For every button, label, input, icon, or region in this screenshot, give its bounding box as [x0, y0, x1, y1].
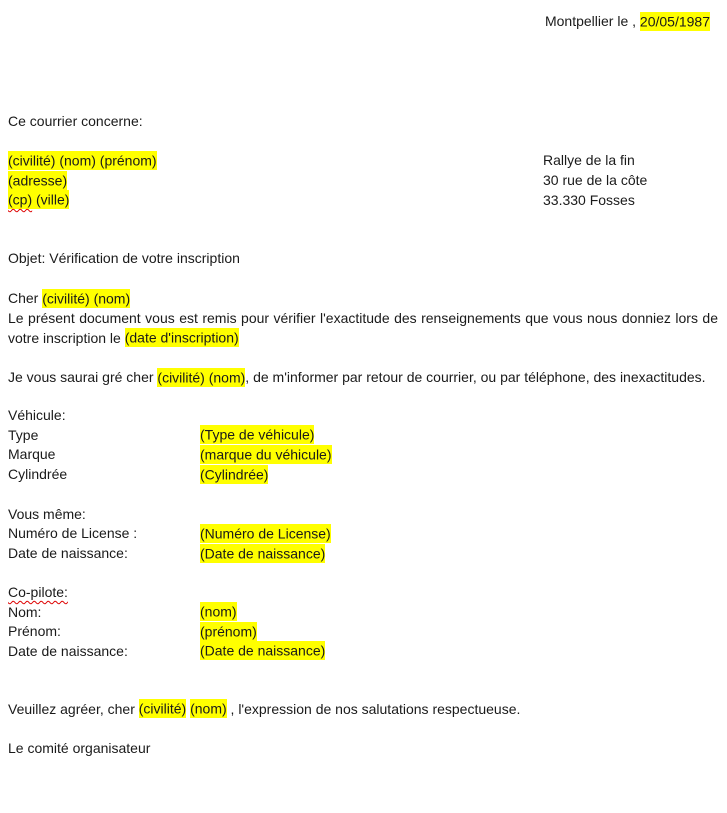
- closing-suffix: , l'expression de nos salutations respectueuse.: [226, 700, 521, 717]
- copilot-row-naissance: [8, 642, 718, 662]
- closing-prefix: Veuillez agréer, cher: [8, 700, 139, 717]
- merge-field-cp: (cp): [8, 191, 33, 208]
- paragraph-suffix: , de m'informer par retour de courrier, ou par téléphone, des inexactitudes.: [245, 369, 706, 386]
- merge-field-civilite-nom: (civilité) (nom): [157, 369, 246, 386]
- merge-field-adresse: (adresse): [8, 172, 68, 189]
- merge-field-civilite-nom-prenom: (civilité) (nom) (prénom): [8, 152, 157, 169]
- row-label: Numéro de License :: [8, 525, 138, 542]
- merge-field-prenom: (prénom): [200, 623, 257, 640]
- copilot-section-title: [8, 583, 718, 603]
- merge-field-date-inscription: (date d'inscription): [124, 329, 239, 346]
- sender-line: 33.330 Fosses: [543, 191, 635, 208]
- address-section: [8, 151, 718, 211]
- row-label: Date de naissance:: [8, 642, 128, 659]
- salutation-prefix: Cher: [8, 290, 43, 307]
- merge-field-date: 20/05/1987: [639, 13, 710, 29]
- date-place-prefix: Montpellier le ,: [544, 13, 640, 29]
- pilot-section-title: Vous même:: [8, 505, 86, 522]
- sender-block: [543, 151, 647, 210]
- sender-line: 30 rue de la côte: [543, 172, 648, 189]
- row-label: Nom:: [8, 603, 42, 620]
- row-label: Type: [8, 426, 39, 443]
- vehicle-section-title: Véhicule:: [8, 406, 66, 423]
- sender-line: Rallye de la fin: [543, 152, 635, 169]
- vehicle-row-cylindree: [8, 465, 718, 485]
- merge-field-date-naissance: (Date de naissance): [200, 642, 326, 659]
- signature-line: Le comité organisateur: [8, 740, 151, 757]
- vehicle-row-marque: [8, 445, 718, 465]
- subject-line: Objet: Vérification de votre inscription: [8, 250, 240, 267]
- paragraph-verification: [8, 309, 718, 348]
- paragraph-text: Le présent document vous est remis pour vérifier l'exactitude des renseignements que vous nous donniez lors de votre inscription le: [8, 309, 718, 346]
- copilot-section: [8, 583, 718, 662]
- merge-field-marque-vehicule: (marque du véhicule): [200, 446, 332, 463]
- merge-field-cp-ville: [8, 190, 69, 209]
- merge-field-nom: (nom): [190, 700, 227, 717]
- row-label: Cylindrée: [8, 466, 68, 483]
- merge-field-nom: (nom): [200, 603, 237, 620]
- merge-field-civilite: (civilité): [138, 700, 187, 717]
- pilot-row-license: [8, 524, 718, 544]
- closing-line: [8, 700, 718, 720]
- paragraph-prefix: Je vous saurai gré cher: [8, 369, 158, 386]
- salutation-line: [8, 289, 718, 309]
- vehicle-row-type: [8, 426, 718, 446]
- copilot-title-text: Co-pilote:: [8, 583, 68, 600]
- pilot-section: [8, 505, 718, 564]
- date-line: [8, 12, 718, 32]
- row-label: Prénom:: [8, 623, 61, 640]
- row-label: Marque: [8, 446, 56, 463]
- merge-field-numero-license: (Numéro de License): [200, 525, 331, 542]
- merge-field-ville: (ville): [32, 191, 70, 208]
- copilot-row-nom: [8, 603, 718, 623]
- copilot-row-prenom: [8, 622, 718, 642]
- pilot-row-naissance: [8, 544, 718, 564]
- merge-field-date-naissance: (Date de naissance): [200, 545, 326, 562]
- paragraph-request: [8, 368, 718, 388]
- merge-field-type-vehicule: (Type de véhicule): [200, 426, 315, 443]
- merge-field-cylindree: (Cylindrée): [200, 466, 269, 483]
- vehicle-section: [8, 406, 718, 485]
- merge-field-civilite-nom: (civilité) (nom): [42, 290, 131, 307]
- row-label: Date de naissance:: [8, 545, 128, 562]
- concern-intro: Ce courrier concerne:: [8, 112, 143, 129]
